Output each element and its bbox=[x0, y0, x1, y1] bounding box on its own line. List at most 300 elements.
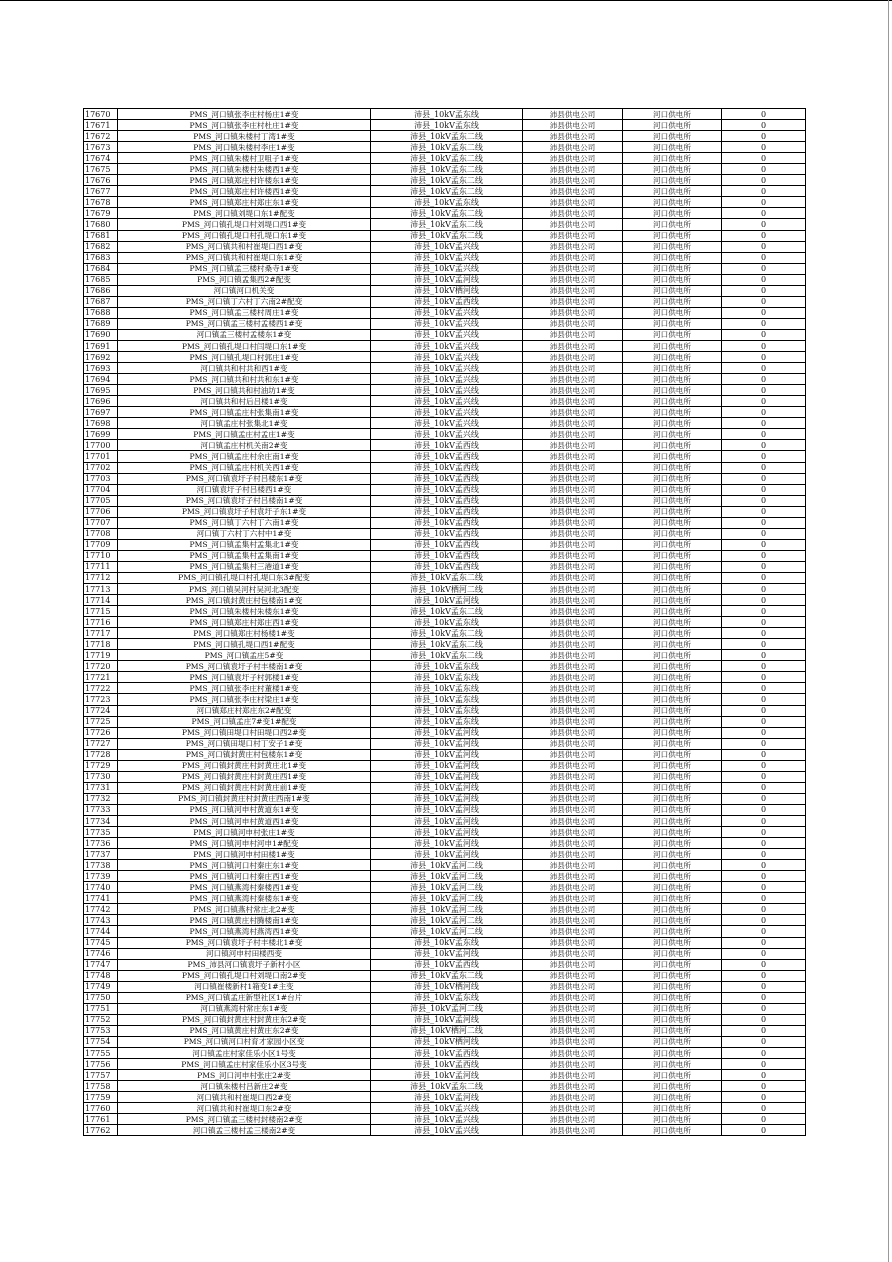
feeder-line: 沛县_10kV孟兴线 bbox=[371, 340, 523, 351]
transformer-name: PMS_河口镇河申村黄道西1#变 bbox=[118, 816, 371, 827]
row-number: 17689 bbox=[84, 318, 118, 329]
supply-station: 河口供电所 bbox=[623, 893, 722, 904]
feeder-line: 沛县_10kV孟东线 bbox=[371, 661, 523, 672]
feeder-line: 沛县_10kV孟河线 bbox=[371, 727, 523, 738]
power-company: 沛县供电公司 bbox=[523, 705, 623, 716]
transformer-name: PMS_河口镇张李庄村杜庄1#变 bbox=[118, 120, 371, 131]
transformer-name: PMS_沛县河口镇袁圩子新村小区 bbox=[118, 959, 371, 970]
table-row bbox=[84, 374, 806, 385]
table-row bbox=[84, 970, 806, 981]
table-row bbox=[84, 1081, 806, 1092]
table-row bbox=[84, 661, 806, 672]
power-company: 沛县供电公司 bbox=[523, 1070, 623, 1081]
feeder-line: 沛县_10kV孟河二线 bbox=[371, 1003, 523, 1014]
supply-station: 河口供电所 bbox=[623, 506, 722, 517]
row-number: 17748 bbox=[84, 970, 118, 981]
value-cell: 0 bbox=[722, 572, 806, 583]
power-company: 沛县供电公司 bbox=[523, 241, 623, 252]
transformer-name: PMS_河口镇张李庄村杨庄1#变 bbox=[118, 109, 371, 120]
table-row bbox=[84, 440, 806, 451]
row-number: 17684 bbox=[84, 263, 118, 274]
table-row bbox=[84, 318, 806, 329]
value-cell: 0 bbox=[722, 606, 806, 617]
value-cell: 0 bbox=[722, 528, 806, 539]
row-number: 17711 bbox=[84, 561, 118, 572]
power-company: 沛县供电公司 bbox=[523, 727, 623, 738]
row-number: 17696 bbox=[84, 396, 118, 407]
value-cell: 0 bbox=[722, 495, 806, 506]
value-cell: 0 bbox=[722, 1103, 806, 1114]
power-company: 沛县供电公司 bbox=[523, 274, 623, 285]
supply-station: 河口供电所 bbox=[623, 727, 722, 738]
supply-station: 河口供电所 bbox=[623, 981, 722, 992]
row-number: 17704 bbox=[84, 484, 118, 495]
transformer-name: PMS_河口镇孔堤口村刘堤口西1#变 bbox=[118, 219, 371, 230]
feeder-line: 沛县_10kV孟东二线 bbox=[371, 1081, 523, 1092]
power-company: 沛县供电公司 bbox=[523, 838, 623, 849]
transformer-name: PMS_河口镇袁圩子村吕楼南1#变 bbox=[118, 495, 371, 506]
transformer-name: PMS_河口镇孔堤口村孔堤口东1#变 bbox=[118, 230, 371, 241]
power-company: 沛县供电公司 bbox=[523, 683, 623, 694]
supply-station: 河口供电所 bbox=[623, 639, 722, 650]
value-cell: 0 bbox=[722, 1059, 806, 1070]
table-row bbox=[84, 617, 806, 628]
value-cell: 0 bbox=[722, 550, 806, 561]
row-number: 17757 bbox=[84, 1070, 118, 1081]
power-company: 沛县供电公司 bbox=[523, 208, 623, 219]
supply-station: 河口供电所 bbox=[623, 407, 722, 418]
feeder-line: 沛县_10kV孟兴线 bbox=[371, 385, 523, 396]
value-cell: 0 bbox=[722, 893, 806, 904]
row-number: 17719 bbox=[84, 650, 118, 661]
transformer-name: PMS_河口镇共和村油坊1#变 bbox=[118, 385, 371, 396]
row-number: 17727 bbox=[84, 738, 118, 749]
value-cell: 0 bbox=[722, 827, 806, 838]
table-row bbox=[84, 926, 806, 937]
table-row bbox=[84, 329, 806, 340]
feeder-line: 沛县_10kV孟河线 bbox=[371, 1070, 523, 1081]
supply-station: 河口供电所 bbox=[623, 219, 722, 230]
power-company: 沛县供电公司 bbox=[523, 628, 623, 639]
row-number: 17709 bbox=[84, 539, 118, 550]
table-row bbox=[84, 539, 806, 550]
transformer-name: PMS_河口镇朱楼村李庄1#变 bbox=[118, 142, 371, 153]
feeder-line: 沛县_10kV孟东线 bbox=[371, 672, 523, 683]
row-number: 17761 bbox=[84, 1114, 118, 1125]
power-company: 沛县供电公司 bbox=[523, 307, 623, 318]
value-cell: 0 bbox=[722, 561, 806, 572]
supply-station: 河口供电所 bbox=[623, 1047, 722, 1058]
feeder-line: 沛县_10kV孟东线 bbox=[371, 617, 523, 628]
transformer-name: PMS_河口镇孟庄5#变 bbox=[118, 650, 371, 661]
value-cell: 0 bbox=[722, 186, 806, 197]
feeder-line: 沛县_10kV孟河线 bbox=[371, 816, 523, 827]
power-company: 沛县供电公司 bbox=[523, 959, 623, 970]
feeder-line: 沛县_10kV栖河线 bbox=[371, 981, 523, 992]
table-row bbox=[84, 352, 806, 363]
power-company: 沛县供电公司 bbox=[523, 1092, 623, 1103]
power-company: 沛县供电公司 bbox=[523, 606, 623, 617]
feeder-line: 沛县_10kV孟东二线 bbox=[371, 153, 523, 164]
table-row bbox=[84, 992, 806, 1003]
feeder-line: 沛县_10kV孟河二线 bbox=[371, 893, 523, 904]
value-cell: 0 bbox=[722, 871, 806, 882]
feeder-line: 沛县_10kV孟东二线 bbox=[371, 142, 523, 153]
row-number: 17722 bbox=[84, 683, 118, 694]
transformer-name: PMS_河口镇燕湾村燕湾西1#变 bbox=[118, 926, 371, 937]
value-cell: 0 bbox=[722, 363, 806, 374]
feeder-line: 沛县_10kV栖河线 bbox=[371, 1036, 523, 1047]
power-company: 沛县供电公司 bbox=[523, 716, 623, 727]
value-cell: 0 bbox=[722, 904, 806, 915]
transformer-name: 河口镇崔楼新村1箱变1#主变 bbox=[118, 981, 371, 992]
table-row bbox=[84, 142, 806, 153]
supply-station: 河口供电所 bbox=[623, 153, 722, 164]
feeder-line: 沛县_10kV孟东线 bbox=[371, 992, 523, 1003]
transformer-name: PMS_河口镇孟庄村张集南1#变 bbox=[118, 407, 371, 418]
transformer-name: 河口镇孟庄村机关南2#变 bbox=[118, 440, 371, 451]
value-cell: 0 bbox=[722, 1081, 806, 1092]
value-cell: 0 bbox=[722, 418, 806, 429]
row-number: 17751 bbox=[84, 1003, 118, 1014]
table-row bbox=[84, 793, 806, 804]
row-number: 17749 bbox=[84, 981, 118, 992]
feeder-line: 沛县_10kV孟兴线 bbox=[371, 252, 523, 263]
table-row bbox=[84, 175, 806, 186]
row-number: 17686 bbox=[84, 285, 118, 296]
transformer-name: PMS_河口镇郑庄村许楼西1#变 bbox=[118, 186, 371, 197]
table-row bbox=[84, 871, 806, 882]
supply-station: 河口供电所 bbox=[623, 528, 722, 539]
transformer-name: PMS_河口镇郑庄村许楼东1#变 bbox=[118, 175, 371, 186]
power-company: 沛县供电公司 bbox=[523, 572, 623, 583]
power-company: 沛县供电公司 bbox=[523, 120, 623, 131]
value-cell: 0 bbox=[722, 451, 806, 462]
value-cell: 0 bbox=[722, 340, 806, 351]
transformer-name: PMS_河口镇袁圩子村丰楼南1#变 bbox=[118, 661, 371, 672]
feeder-line: 沛县_10kV孟东二线 bbox=[371, 606, 523, 617]
row-number: 17679 bbox=[84, 208, 118, 219]
power-company: 沛县供电公司 bbox=[523, 1125, 623, 1136]
value-cell: 0 bbox=[722, 1047, 806, 1058]
supply-station: 河口供电所 bbox=[623, 296, 722, 307]
row-number: 17702 bbox=[84, 462, 118, 473]
supply-station: 河口供电所 bbox=[623, 970, 722, 981]
transformer-name: 河口镇孟庄村家佳乐小区1号变 bbox=[118, 1047, 371, 1058]
feeder-line: 沛县_10kV孟河二线 bbox=[371, 915, 523, 926]
table-row bbox=[84, 882, 806, 893]
feeder-line: 沛县_10kV孟兴线 bbox=[371, 318, 523, 329]
feeder-line: 沛县_10kV孟河二线 bbox=[371, 871, 523, 882]
power-company: 沛县供电公司 bbox=[523, 550, 623, 561]
power-company: 沛县供电公司 bbox=[523, 230, 623, 241]
row-number: 17746 bbox=[84, 948, 118, 959]
power-company: 沛县供电公司 bbox=[523, 462, 623, 473]
supply-station: 河口供电所 bbox=[623, 396, 722, 407]
value-cell: 0 bbox=[722, 285, 806, 296]
transformer-name: PMS_河口镇燕村常庄北2#变 bbox=[118, 904, 371, 915]
feeder-line: 沛县_10kV栖河二线 bbox=[371, 584, 523, 595]
supply-station: 河口供电所 bbox=[623, 440, 722, 451]
supply-station: 河口供电所 bbox=[623, 738, 722, 749]
feeder-line: 沛县_10kV孟兴线 bbox=[371, 407, 523, 418]
supply-station: 河口供电所 bbox=[623, 352, 722, 363]
table-row bbox=[84, 694, 806, 705]
feeder-line: 沛县_10kV孟东线 bbox=[371, 120, 523, 131]
power-company: 沛县供电公司 bbox=[523, 131, 623, 142]
supply-station: 河口供电所 bbox=[623, 561, 722, 572]
supply-station: 河口供电所 bbox=[623, 109, 722, 120]
transformer-name: PMS_河口镇封黄庄村包楼南1#变 bbox=[118, 595, 371, 606]
row-number: 17690 bbox=[84, 329, 118, 340]
value-cell: 0 bbox=[722, 396, 806, 407]
supply-station: 河口供电所 bbox=[623, 418, 722, 429]
feeder-line: 沛县_10kV孟东二线 bbox=[371, 628, 523, 639]
value-cell: 0 bbox=[722, 473, 806, 484]
table-row bbox=[84, 1014, 806, 1025]
feeder-line: 沛县_10kV孟河线 bbox=[371, 849, 523, 860]
feeder-line: 沛县_10kV孟东二线 bbox=[371, 639, 523, 650]
power-company: 沛县供电公司 bbox=[523, 1003, 623, 1014]
power-company: 沛县供电公司 bbox=[523, 804, 623, 815]
table-row bbox=[84, 782, 806, 793]
transformer-name: PMS_河口镇孔堤口村刘堤口南2#变 bbox=[118, 970, 371, 981]
feeder-line: 沛县_10kV孟兴线 bbox=[371, 418, 523, 429]
transformer-name: PMS_河口镇孟集村三港道1#变 bbox=[118, 561, 371, 572]
power-company: 沛县供电公司 bbox=[523, 1059, 623, 1070]
value-cell: 0 bbox=[722, 241, 806, 252]
row-number: 17739 bbox=[84, 871, 118, 882]
power-company: 沛县供电公司 bbox=[523, 296, 623, 307]
supply-station: 河口供电所 bbox=[623, 672, 722, 683]
power-company: 沛县供电公司 bbox=[523, 970, 623, 981]
value-cell: 0 bbox=[722, 838, 806, 849]
value-cell: 0 bbox=[722, 992, 806, 1003]
transformer-name: PMS_河口镇孔堤口村闫堤口东1#变 bbox=[118, 340, 371, 351]
value-cell: 0 bbox=[722, 484, 806, 495]
transformer-name: PMS_河口镇孟集村孟集北1#变 bbox=[118, 539, 371, 550]
row-number: 17738 bbox=[84, 860, 118, 871]
transformer-name: PMS_河口镇孟庄村孟庄1#变 bbox=[118, 429, 371, 440]
table-row bbox=[84, 893, 806, 904]
power-company: 沛县供电公司 bbox=[523, 639, 623, 650]
value-cell: 0 bbox=[722, 263, 806, 274]
feeder-line: 沛县_10kV孟兴线 bbox=[371, 352, 523, 363]
value-cell: 0 bbox=[722, 860, 806, 871]
row-number: 17734 bbox=[84, 816, 118, 827]
value-cell: 0 bbox=[722, 539, 806, 550]
value-cell: 0 bbox=[722, 329, 806, 340]
value-cell: 0 bbox=[722, 1092, 806, 1103]
power-company: 沛县供电公司 bbox=[523, 219, 623, 230]
feeder-line: 沛县_10kV孟兴线 bbox=[371, 1125, 523, 1136]
supply-station: 河口供电所 bbox=[623, 1081, 722, 1092]
table-row bbox=[84, 749, 806, 760]
row-number: 17750 bbox=[84, 992, 118, 1003]
table-row bbox=[84, 363, 806, 374]
feeder-line: 沛县_10kV孟西线 bbox=[371, 495, 523, 506]
feeder-line: 沛县_10kV孟东二线 bbox=[371, 650, 523, 661]
supply-station: 河口供电所 bbox=[623, 307, 722, 318]
power-company: 沛县供电公司 bbox=[523, 849, 623, 860]
supply-station: 河口供电所 bbox=[623, 948, 722, 959]
feeder-line: 沛县_10kV孟东二线 bbox=[371, 572, 523, 583]
value-cell: 0 bbox=[722, 1114, 806, 1125]
row-number: 17700 bbox=[84, 440, 118, 451]
feeder-line: 沛县_10kV孟河线 bbox=[371, 827, 523, 838]
row-number: 17720 bbox=[84, 661, 118, 672]
transformer-name: PMS_河口镇袁圩子村丰楼北1#变 bbox=[118, 937, 371, 948]
row-number: 17671 bbox=[84, 120, 118, 131]
value-cell: 0 bbox=[722, 970, 806, 981]
table-row bbox=[84, 849, 806, 860]
supply-station: 河口供电所 bbox=[623, 517, 722, 528]
transformer-name: 河口镇丁六村丁六村中1#变 bbox=[118, 528, 371, 539]
feeder-line: 沛县_10kV孟河线 bbox=[371, 1014, 523, 1025]
feeder-line: 沛县_10kV孟西线 bbox=[371, 561, 523, 572]
row-number: 17762 bbox=[84, 1125, 118, 1136]
value-cell: 0 bbox=[722, 804, 806, 815]
value-cell: 0 bbox=[722, 1025, 806, 1036]
row-number: 17683 bbox=[84, 252, 118, 263]
table-row bbox=[84, 771, 806, 782]
row-number: 17697 bbox=[84, 407, 118, 418]
table-row bbox=[84, 959, 806, 970]
transformer-name: 河口镇共和村后吕楼1#变 bbox=[118, 396, 371, 407]
page-right-edge bbox=[888, 0, 889, 1262]
value-cell: 0 bbox=[722, 628, 806, 639]
power-company: 沛县供电公司 bbox=[523, 760, 623, 771]
transformer-name: PMS_河口镇朱楼村朱楼西1#变 bbox=[118, 164, 371, 175]
table-row bbox=[84, 528, 806, 539]
value-cell: 0 bbox=[722, 517, 806, 528]
row-number: 17694 bbox=[84, 374, 118, 385]
value-cell: 0 bbox=[722, 738, 806, 749]
table-row bbox=[84, 738, 806, 749]
table-row bbox=[84, 937, 806, 948]
supply-station: 河口供电所 bbox=[623, 694, 722, 705]
table-row bbox=[84, 860, 806, 871]
table-row bbox=[84, 186, 806, 197]
power-company: 沛县供电公司 bbox=[523, 418, 623, 429]
feeder-line: 沛县_10kV孟东二线 bbox=[371, 219, 523, 230]
feeder-line: 沛县_10kV孟东二线 bbox=[371, 164, 523, 175]
transformer-name: PMS_河口河申村张庄2#变 bbox=[118, 1070, 371, 1081]
table-row bbox=[84, 285, 806, 296]
feeder-line: 沛县_10kV孟兴线 bbox=[371, 429, 523, 440]
transformer-name: PMS_河口镇丁六村丁六南2#配变 bbox=[118, 296, 371, 307]
supply-station: 河口供电所 bbox=[623, 1025, 722, 1036]
transformer-name: PMS_河口镇孟庄村余庄南1#变 bbox=[118, 451, 371, 462]
feeder-line: 沛县_10kV孟河线 bbox=[371, 595, 523, 606]
transformer-name: PMS_河口镇河口村秦庄西1#变 bbox=[118, 871, 371, 882]
value-cell: 0 bbox=[722, 959, 806, 970]
supply-station: 河口供电所 bbox=[623, 164, 722, 175]
supply-station: 河口供电所 bbox=[623, 827, 722, 838]
transformer-name: 河口镇孟三楼村孟楼东1#变 bbox=[118, 329, 371, 340]
feeder-line: 沛县_10kV孟河线 bbox=[371, 804, 523, 815]
transformer-name: PMS_河口镇河申村黄道东1#变 bbox=[118, 804, 371, 815]
row-number: 17735 bbox=[84, 827, 118, 838]
feeder-line: 沛县_10kV孟河二线 bbox=[371, 926, 523, 937]
row-number: 17752 bbox=[84, 1014, 118, 1025]
feeder-line: 沛县_10kV孟东二线 bbox=[371, 186, 523, 197]
supply-station: 河口供电所 bbox=[623, 230, 722, 241]
transformer-name: 河口镇河申村田楼西变 bbox=[118, 948, 371, 959]
row-number: 17673 bbox=[84, 142, 118, 153]
feeder-line: 沛县_10kV孟西线 bbox=[371, 451, 523, 462]
transformer-name: PMS_河口镇孟三楼村桑寺1#变 bbox=[118, 263, 371, 274]
feeder-line: 沛县_10kV孟兴线 bbox=[371, 374, 523, 385]
row-number: 17760 bbox=[84, 1103, 118, 1114]
row-number: 17695 bbox=[84, 385, 118, 396]
supply-station: 河口供电所 bbox=[623, 120, 722, 131]
row-number: 17724 bbox=[84, 705, 118, 716]
transformer-name: 河口镇孟庄村张集北1#变 bbox=[118, 418, 371, 429]
power-company: 沛县供电公司 bbox=[523, 473, 623, 484]
supply-station: 河口供电所 bbox=[623, 1003, 722, 1014]
supply-station: 河口供电所 bbox=[623, 462, 722, 473]
value-cell: 0 bbox=[722, 937, 806, 948]
transformer-name: PMS_河口镇孔堤口村孔堤口东3#配变 bbox=[118, 572, 371, 583]
supply-station: 河口供电所 bbox=[623, 274, 722, 285]
value-cell: 0 bbox=[722, 142, 806, 153]
power-company: 沛县供电公司 bbox=[523, 197, 623, 208]
table-row bbox=[84, 915, 806, 926]
feeder-line: 沛县_10kV孟西线 bbox=[371, 473, 523, 484]
transformer-name: PMS_河口镇孔堤口村郭庄1#变 bbox=[118, 352, 371, 363]
power-company: 沛县供电公司 bbox=[523, 937, 623, 948]
row-number: 17717 bbox=[84, 628, 118, 639]
row-number: 17732 bbox=[84, 793, 118, 804]
feeder-line: 沛县_10kV孟河二线 bbox=[371, 860, 523, 871]
transformer-name: PMS_河口镇共和村崔堤口东1#变 bbox=[118, 252, 371, 263]
row-number: 17677 bbox=[84, 186, 118, 197]
feeder-line: 沛县_10kV孟东二线 bbox=[371, 230, 523, 241]
transformer-name: PMS_河口镇共和村崔堤口西1#变 bbox=[118, 241, 371, 252]
power-company: 沛县供电公司 bbox=[523, 738, 623, 749]
power-company: 沛县供电公司 bbox=[523, 506, 623, 517]
row-number: 17703 bbox=[84, 473, 118, 484]
supply-station: 河口供电所 bbox=[623, 131, 722, 142]
supply-station: 河口供电所 bbox=[623, 628, 722, 639]
feeder-line: 沛县_10kV孟西线 bbox=[371, 484, 523, 495]
feeder-line: 沛县_10kV孟河线 bbox=[371, 838, 523, 849]
power-company: 沛县供电公司 bbox=[523, 782, 623, 793]
table-row bbox=[84, 1092, 806, 1103]
row-number: 17687 bbox=[84, 296, 118, 307]
value-cell: 0 bbox=[722, 175, 806, 186]
feeder-line: 沛县_10kV孟东线 bbox=[371, 937, 523, 948]
transformer-name: PMS_河口镇黄庄村黄庄东2#变 bbox=[118, 1025, 371, 1036]
feeder-line: 沛县_10kV孟西线 bbox=[371, 462, 523, 473]
table-row bbox=[84, 517, 806, 528]
feeder-line: 沛县_10kV孟兴线 bbox=[371, 363, 523, 374]
supply-station: 河口供电所 bbox=[623, 142, 722, 153]
table-row bbox=[84, 1114, 806, 1125]
feeder-line: 沛县_10kV孟兴线 bbox=[371, 329, 523, 340]
feeder-line: 沛县_10kV孟河线 bbox=[371, 274, 523, 285]
table-row bbox=[84, 904, 806, 915]
power-company: 沛县供电公司 bbox=[523, 374, 623, 385]
value-cell: 0 bbox=[722, 164, 806, 175]
power-company: 沛县供电公司 bbox=[523, 385, 623, 396]
power-company: 沛县供电公司 bbox=[523, 528, 623, 539]
feeder-line: 沛县_10kV孟东二线 bbox=[371, 131, 523, 142]
power-company: 沛县供电公司 bbox=[523, 981, 623, 992]
table-row bbox=[84, 252, 806, 263]
row-number: 17741 bbox=[84, 893, 118, 904]
